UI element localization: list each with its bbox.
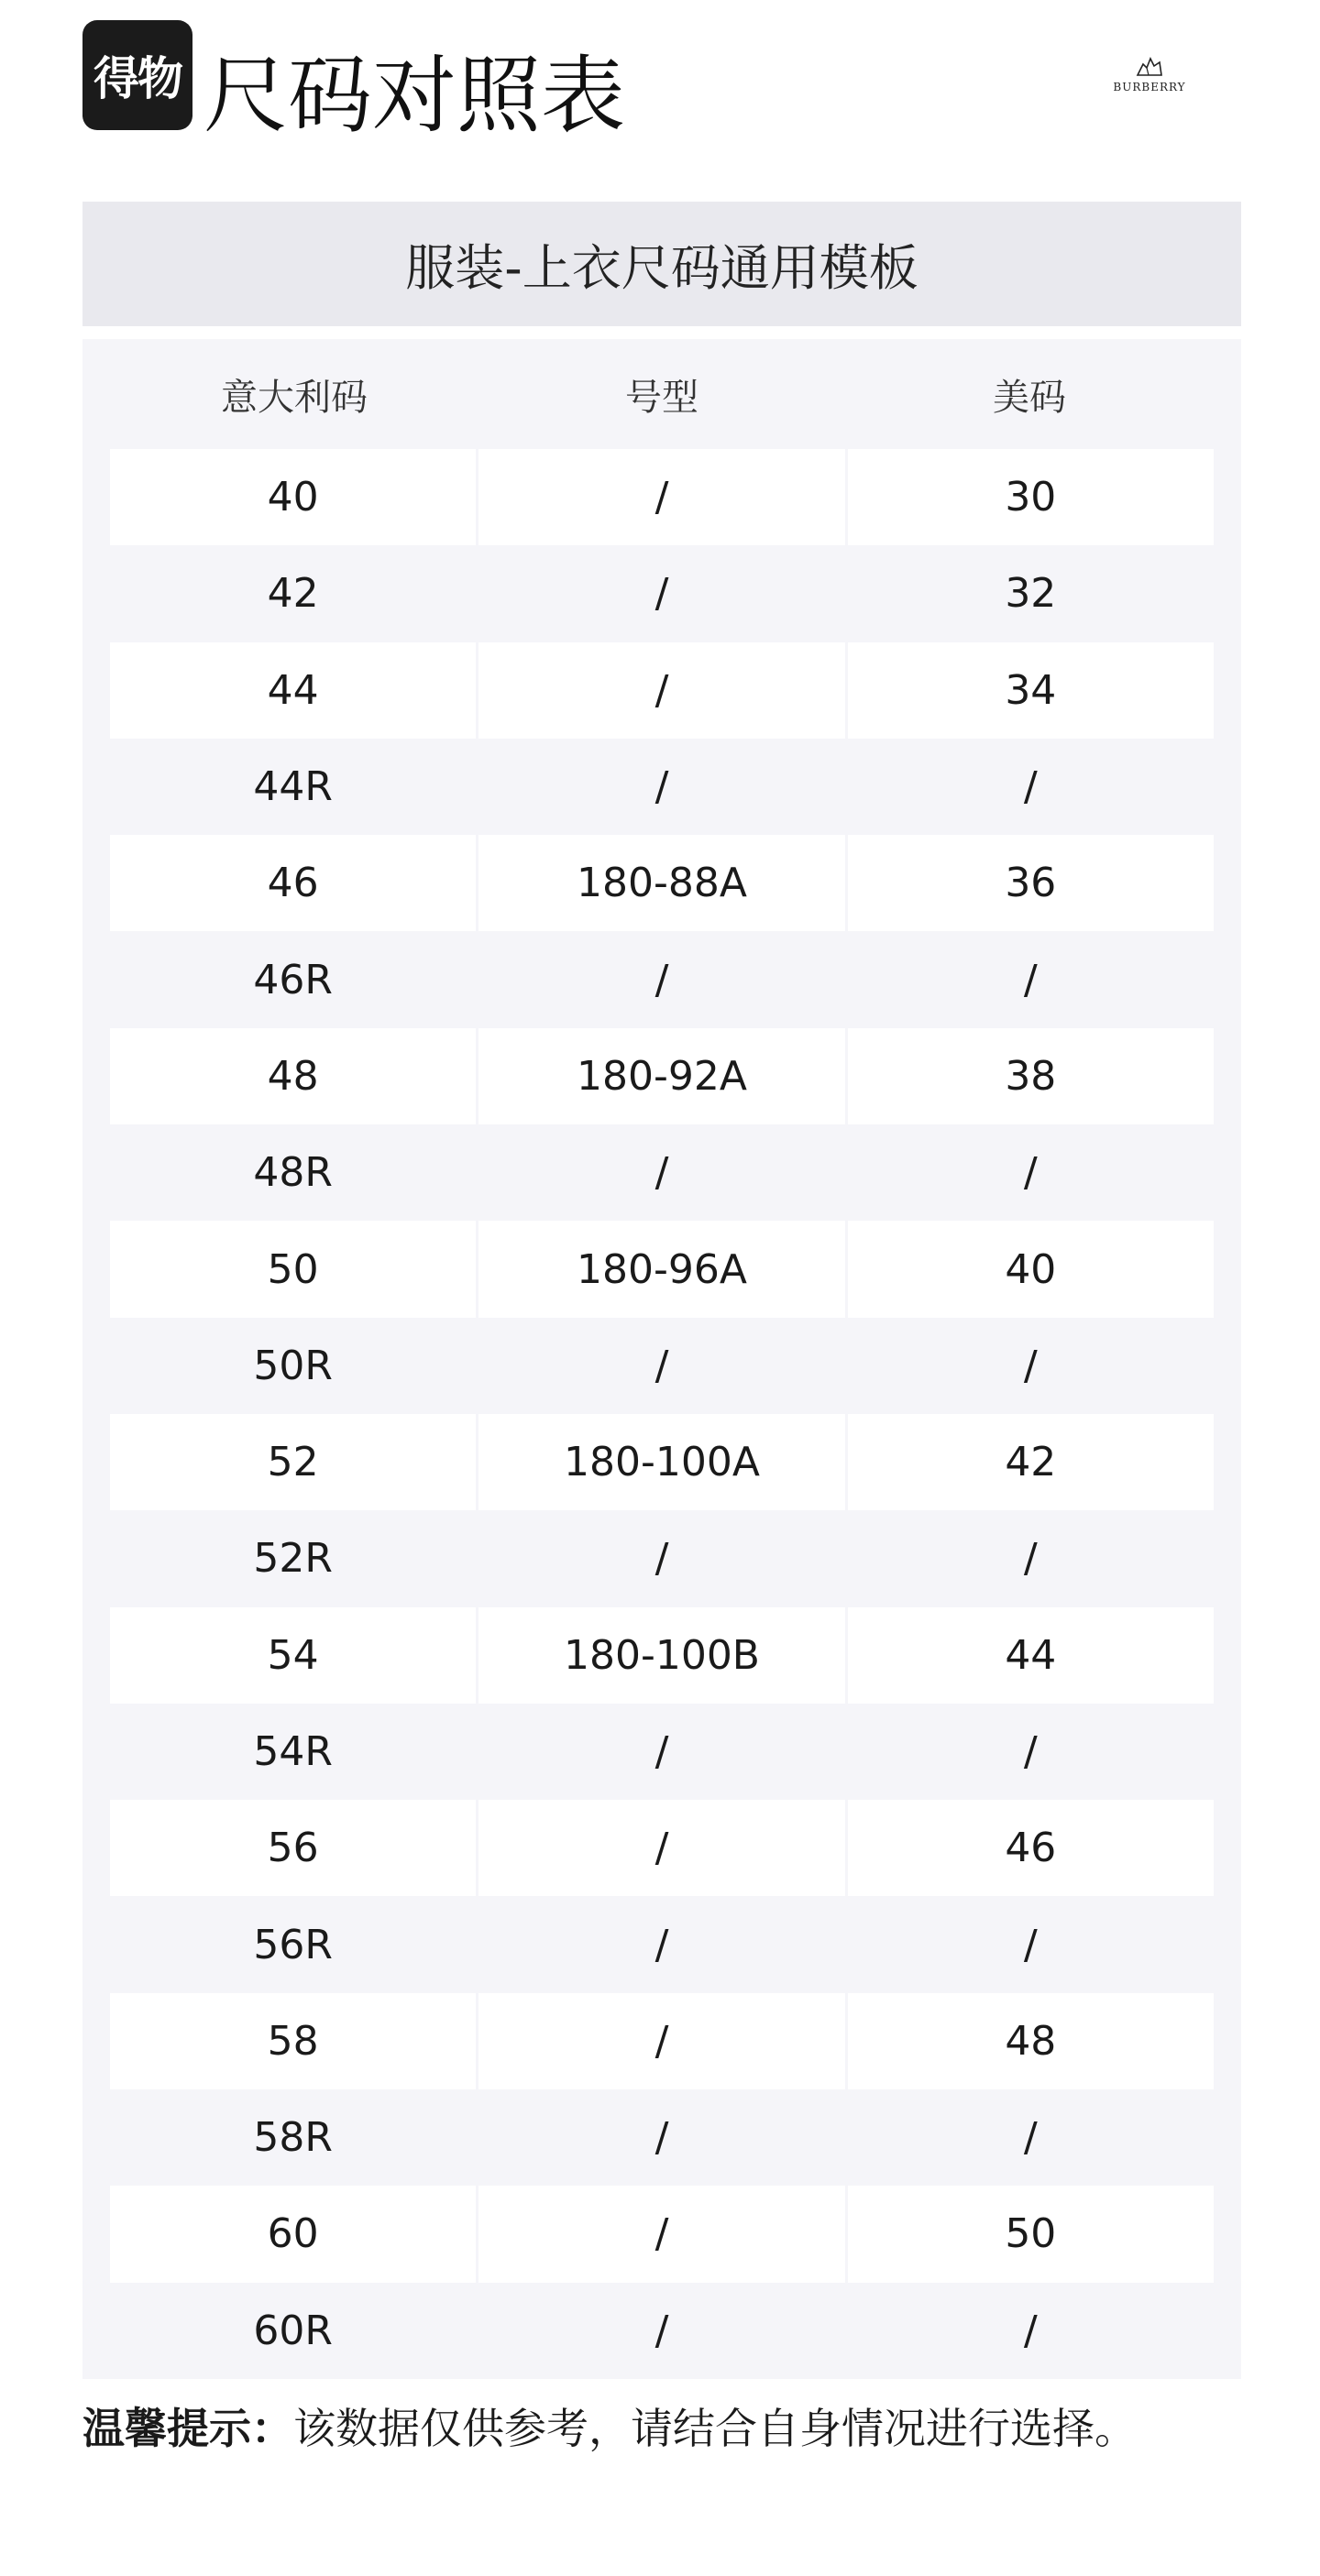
table-cell: / bbox=[654, 1342, 669, 1389]
table-cell: / bbox=[1023, 763, 1038, 811]
table-cell: / bbox=[654, 570, 669, 618]
table-cell: / bbox=[1023, 1342, 1038, 1389]
table-row bbox=[110, 2186, 1214, 2282]
table-cell: / bbox=[476, 449, 844, 545]
column-header-us-size: 美码 bbox=[993, 376, 1066, 419]
table-cell: 44 bbox=[845, 1607, 1214, 1704]
table-cell: / bbox=[654, 1535, 669, 1583]
table-cell: 44R bbox=[253, 763, 333, 811]
table-cell: 30 bbox=[845, 449, 1214, 545]
table-cell: 52 bbox=[110, 1414, 476, 1510]
size-table bbox=[82, 339, 1241, 2379]
table-cell: 50 bbox=[845, 2186, 1214, 2282]
tip-label: 温馨提示： bbox=[82, 2404, 293, 2453]
table-cell: / bbox=[1023, 2307, 1038, 2354]
header bbox=[82, 20, 1239, 158]
table-cell: 44 bbox=[110, 642, 476, 739]
table-cell: 180-96A bbox=[476, 1221, 844, 1317]
table-cell: / bbox=[654, 1728, 669, 1775]
page-title: 尺码对照表 bbox=[204, 47, 626, 145]
table-cell: / bbox=[1023, 1149, 1038, 1197]
knight-icon bbox=[1134, 55, 1165, 79]
table-cell: / bbox=[476, 1993, 844, 2089]
table-cell: 46 bbox=[845, 1800, 1214, 1896]
section-title: 服装-上衣尺码通用模板 bbox=[82, 202, 1241, 326]
table-cell: 36 bbox=[845, 835, 1214, 931]
table-row bbox=[110, 2283, 1214, 2379]
logo-text: 得物 bbox=[94, 52, 182, 105]
table-cell: 38 bbox=[845, 1028, 1214, 1124]
table-cell: / bbox=[1023, 956, 1038, 1003]
table-cell: 50R bbox=[253, 1342, 333, 1389]
table-row bbox=[110, 931, 1214, 1027]
table-cell: 180-88A bbox=[476, 835, 844, 931]
table-cell: / bbox=[1023, 1921, 1038, 1968]
table-cell: 60R bbox=[253, 2307, 333, 2354]
table-cell: 54R bbox=[253, 1728, 333, 1775]
tip-text: 该数据仅供参考，请结合自身情况进行选择。 bbox=[293, 2404, 1137, 2453]
table-body bbox=[110, 449, 1214, 2379]
table-row bbox=[110, 1028, 1214, 1124]
table-row bbox=[110, 1221, 1214, 1317]
brand-name: BURBERRY bbox=[1113, 81, 1186, 93]
table-cell: 56R bbox=[253, 1921, 333, 1968]
table-cell: 34 bbox=[845, 642, 1214, 739]
table-row bbox=[110, 1993, 1214, 2089]
table-cell: 46 bbox=[110, 835, 476, 931]
table-cell: 180-100A bbox=[476, 1414, 844, 1510]
table-cell: 52R bbox=[253, 1535, 333, 1583]
table-cell: 32 bbox=[1005, 570, 1057, 618]
table-cell: 180-92A bbox=[476, 1028, 844, 1124]
table-cell: 58R bbox=[253, 2114, 333, 2162]
table-cell: 58 bbox=[110, 1993, 476, 2089]
table-cell: / bbox=[1023, 1728, 1038, 1775]
table-row bbox=[110, 1607, 1214, 1704]
table-cell: / bbox=[654, 2114, 669, 2162]
table-cell: 48R bbox=[253, 1149, 333, 1197]
table-row bbox=[110, 1896, 1214, 1992]
column-header-model: 号型 bbox=[625, 376, 698, 419]
table-row bbox=[110, 545, 1214, 641]
table-cell: 180-100B bbox=[476, 1607, 844, 1704]
table-row bbox=[110, 1124, 1214, 1221]
table-cell: / bbox=[1023, 1535, 1038, 1583]
table-row bbox=[110, 642, 1214, 739]
table-cell: 48 bbox=[845, 1993, 1214, 2089]
table-row bbox=[110, 835, 1214, 931]
table-cell: / bbox=[654, 763, 669, 811]
table-row bbox=[110, 1800, 1214, 1896]
table-row bbox=[110, 2089, 1214, 2186]
table-row bbox=[110, 1414, 1214, 1510]
table-row bbox=[110, 739, 1214, 835]
table-cell: 40 bbox=[845, 1221, 1214, 1317]
table-row bbox=[110, 449, 1214, 545]
table-cell: / bbox=[476, 2186, 844, 2282]
table-cell: 46R bbox=[253, 956, 333, 1003]
table-cell: 56 bbox=[110, 1800, 476, 1896]
app-logo bbox=[82, 20, 192, 130]
table-cell: 60 bbox=[110, 2186, 476, 2282]
table-cell: 42 bbox=[267, 570, 319, 618]
table-cell: 48 bbox=[110, 1028, 476, 1124]
table-cell: 54 bbox=[110, 1607, 476, 1704]
table-cell: / bbox=[1023, 2114, 1038, 2162]
table-cell: / bbox=[476, 642, 844, 739]
table-cell: 42 bbox=[845, 1414, 1214, 1510]
table-cell: / bbox=[654, 956, 669, 1003]
table-header bbox=[110, 339, 1214, 449]
column-header-italian-size: 意大利码 bbox=[221, 376, 368, 419]
table-cell: 40 bbox=[110, 449, 476, 545]
table-cell: / bbox=[654, 1921, 669, 1968]
table-cell: / bbox=[654, 1149, 669, 1197]
table-cell: / bbox=[476, 1800, 844, 1896]
table-row bbox=[110, 1510, 1214, 1606]
table-cell: 50 bbox=[110, 1221, 476, 1317]
table-row bbox=[110, 1318, 1214, 1414]
table-cell: / bbox=[654, 2307, 669, 2354]
tip-note bbox=[82, 2392, 1137, 2465]
brand-logo bbox=[1094, 55, 1204, 93]
table-row bbox=[110, 1704, 1214, 1800]
